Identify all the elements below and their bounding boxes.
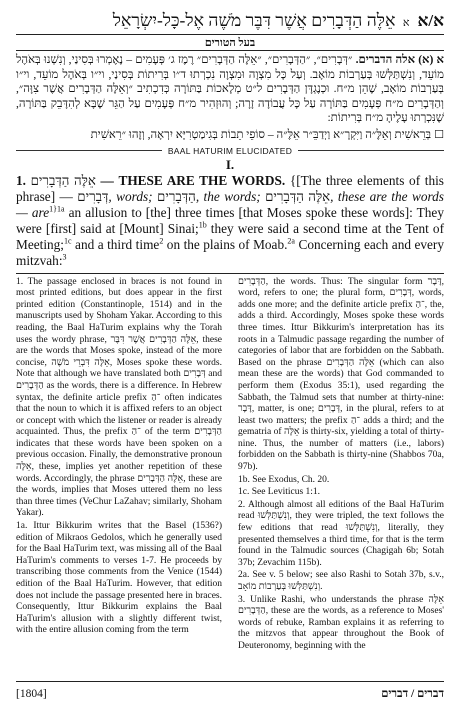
commentary-number: 1. (16, 172, 26, 188)
footnote: 1b. See Exodus, Ch. 20. (238, 474, 330, 485)
verse-reference: א/א (417, 11, 444, 30)
hebrew-commentary (16, 53, 444, 143)
hebrew-commentary-lead: א (א) אלה הדברים. (355, 53, 444, 66)
verse-line (16, 10, 444, 35)
footnote: הַדְּבָרִים, the words. Thus: The singular form דָּבָר, word, refers to one; the plural form, דְּבָרִים, words, adds one more; and the definite article prefix ־הַ, the, adds a third. Accordingly, Moses spoke these words three times. Ittur Bikkurim's interpretation has its roots in a Talmudic passage regarding the number of categories of labor that are forbidden on the Sabbath. Based on the phrase אֵלֶּה הַדְּבָרִים (which can also mean these are the words) that God commanded to perform them (Exodus 35:1), used regarding the Sabbath, the Talmud sets that number at thirty-nine: דָּבָר, matter, is one; דְּבָרִים, in the plural, refers to at least two matters; the prefix ־הַ adds a third; and the gematria of אֵלֶּה is thirty-six, yielding a total of thirty-nine. Thus, the number of matters (i.e., labors) forbidden on the Sabbath is thirty-nine (Shabbos 70a, 97b). (238, 276, 445, 473)
header-rule-left (16, 150, 162, 151)
baal-haturim-header: בעל הטורים (16, 37, 444, 51)
verse-hebrew: אֵלֶּה הַדְּבָרִים אֲשֶׁר דִּבֶּר מֹשֶׁה אֶל-כָּל-יִשְׂרָאֵל (112, 10, 396, 30)
commentary-text: on the plains of Moab. (163, 236, 288, 252)
verse-text (16, 10, 409, 31)
verse-number: א (402, 17, 410, 29)
commentary-text: {[The three elements of this phrase] — (16, 172, 444, 204)
commentary-text: and a third time (71, 236, 160, 252)
footnote-ref: 1b (198, 220, 207, 230)
lemma-english: — THESE ARE THE WORDS. (100, 172, 286, 188)
footnote: 1c. See Leviticus 1:1. (238, 487, 321, 498)
footnote: 3. Unlike Rashi, who understands the phrase אֵלֶּה הַדְּבָרִים, these are the words, as a reference to Moses' words of rebuke, Ramban explains it as referring to the mitzvos that appear throughout the Book of Deuteronomy, beginning with the (238, 594, 444, 651)
commentary-text: , these are the words — are (16, 188, 444, 220)
page-footer (16, 681, 444, 700)
hebrew-commentary-paragraph (16, 53, 444, 126)
commentary-text: Concerning each and every mitzvah: (16, 236, 444, 268)
commentary-hebrew: דְּבָרִים (77, 188, 109, 204)
commentary-text: , the words; (195, 188, 266, 204)
page-number: [1804] (16, 688, 47, 700)
footnotes (16, 277, 444, 654)
footnote-ref: 2a (287, 236, 295, 246)
english-commentary (16, 173, 444, 269)
footnotes-right-column (238, 277, 444, 654)
footnotes-left-column (16, 277, 222, 654)
notes-divider (16, 273, 444, 274)
elucidated-header (16, 146, 444, 156)
footnote: 1a. Ittur Bikkurim writes that the Basel (1536?) edition of Mikraos Gedolos, which he generally used for the Baal HaTurim text, was missing all of the Baal HaTurim's comments to verses 1-7. He proceeds by transcribing those comments from the Venice (1544) edition of the Baal HaTurim. However, that edition does not include the passage presented here in braces. Consequently, Ittur Bikkurim explains the Baal HaTurim's allusion with a slightly different twist, with the entire allusion coming from the term (16, 521, 222, 636)
commentary-hebrew: הַדְּבָרִים (157, 188, 196, 204)
header-rule-right (298, 150, 444, 151)
footnote-ref: 1c (64, 236, 72, 246)
lemma-hebrew: אֵלֶּה הַדְּבָרִים (30, 172, 96, 188)
footnote-ref: 1}1a (49, 204, 65, 214)
footnote: 2. Although almost all editions of the Baal HaTurim read וְנִשְׁתַּלְּשׁוּ, they were tripled, the text follows the few editions that read וְנִשְׁתַּלְּשׁוּ, literally, they presented themselves a third time, for that is the term found in the Talmudic sources (Chagigah 6b; Sotah 37b; Zevachim 115b). (238, 499, 444, 568)
hebrew-box-text: בְּרֵאשִׁית וְאֵלֶּ״ה וַיִּקְרָ״א וַיְדַבֵּ״ר אֵלֶּ״ה – סוֹפֵי תֵבוֹת בְּגִימַטְרִיָּא יִרְאָה, וְזֶהוּ ״רֵאשִׁית (90, 127, 432, 141)
footnote: 1. The passage enclosed in braces is not found in most printed editions, but does appear in the first printed edition (Constantinople, 1514) and in the manuscripts used by Shoham Yakar. According to this reading, the Baal HaTurim explains why the Torah uses the wordy phrase, אֵלֶּה הַדְּבָרִים אֲשֶׁר דִּבֶּר, these are the words that Moses spoke, instead of the more concise, אֵלֶּה דִּבְרֵי מֹשֶׁה, Moses spoke these words. Note that although we have translated both דְּבָרִים and הַדְּבָרִים as the words, there is a difference. In Hebrew syntax, the definite article prefix ־הַ often indicates that the noun to which it is affixed refers to an object or concept with which the listener or reader is already acquainted. Thus, the prefix ־הַ of the term הַדְּבָרִים indicates that these words have been spoken on a previous occasion. Finally, the demonstrative pronoun אֵלֶּה, these, implies yet another repetition of these words. Accordingly, the phrase אֵלֶּה הַדְּבָרִים, these are the words, implies that Moses uttered them no less than three times (VeChur LaZahav; similarly, Shoham Yakar). (16, 276, 223, 519)
footnote: 2a. See v. 5 below; see also Rashi to Sotah 37b, s.v., וְנִשְׁתַּלְּשׁוּ בְּעַרְבוֹת מוֹאָב. (238, 570, 444, 592)
footnote-ref: 2 (159, 236, 164, 246)
running-head: דברים / דברים (381, 688, 444, 700)
commentary-text: an allusion to [the] three times [that Moses spoke these words]: They were [first] said at [Mount] Sinai; (16, 204, 444, 236)
elucidated-header-text: BAAL HATURIM ELUCIDATED (167, 145, 293, 156)
commentary-hebrew: אֵלֶּה הַדְּבָרִים (265, 188, 331, 204)
hebrew-commentary-body: ״דְּבָרִים״, ״הַדְּבָרִים״, ״אֵלֶּה הַדְּבָרִים״ רֶמֶז ג׳ פְּעָמִים – נֶאֶמְרוּ בְּסִינַי, וְנִשְׁנוּ בְּאֹהֶל מוֹעֵד, וְנִשְׁתַּלְּשׁוּ בְּעַרְבוֹת מוֹאָב. וְעַל כָּל מִצְוָה וּמִצְוָה נִכְרְתוּ ד״ו בְּרִיתוֹת בְּסִינַי, וי״ו בְּאֹהֶל מוֹעֵד, וי״ו בְּעַרְבוֹת מוֹאָב, שֶׁהֵן מ״ח. וּכְנֶגְדָּן הַדְּבָרִים ל״ט מְלָאכוֹת בַּתּוֹרָה כְּדִכְתִיב ״וְאֵלֶּה הַדְּבָרִים אֲשֶׁר צִוָּה״, וְהַדְּבָרִים מ״ח פְּעָמִים בַּתּוֹרָה עַל כָּל עֲבוֹדָה זָרָה; וְהוּזְהִיר מ״ח פְּעָמִים עַל הַגֵּר שֶׁבָּא לְהִדָּבֵק בַּתּוֹרָה, שֶׁנִּכְרְתוּ עָלֶיהָ מ״ח בְּרִיתוֹת: (16, 53, 444, 125)
hebrew-commentary-box-item (16, 128, 444, 143)
box-bullet-icon: ☐ (434, 127, 444, 141)
section-number: I. (225, 156, 235, 172)
commentary-text: , words; (108, 188, 158, 204)
commentary-text: they were said a second time at the Tent of Meeting; (16, 220, 445, 252)
footnote-ref: 3 (62, 252, 67, 262)
